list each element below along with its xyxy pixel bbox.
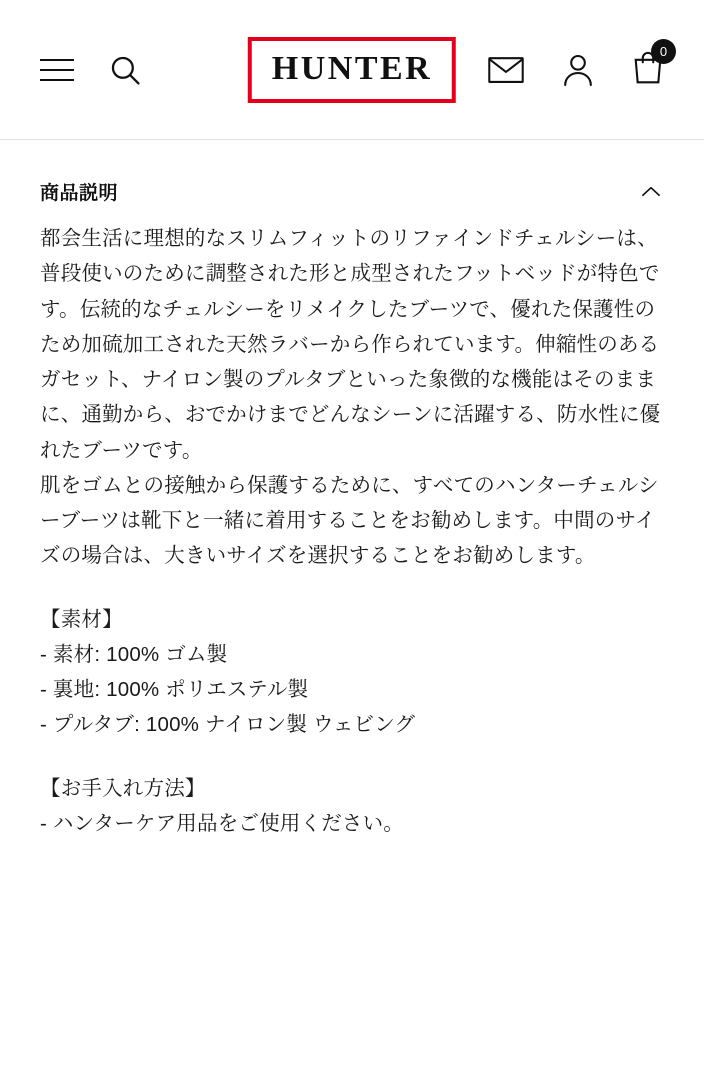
care-heading: 【お手入れ方法】	[40, 776, 206, 800]
site-logo[interactable]	[248, 37, 456, 103]
site-header	[0, 0, 704, 140]
material-item: - 素材: 100% ゴム製	[40, 642, 228, 666]
spacer	[40, 743, 664, 771]
cart-count-badge: 0	[651, 39, 676, 64]
accordion-header-product-description[interactable]	[40, 140, 664, 221]
header-right-group	[488, 44, 668, 89]
account-person-icon	[562, 53, 594, 87]
accordion-body	[40, 221, 664, 841]
hamburger-menu-icon	[40, 59, 74, 81]
search-icon	[108, 53, 142, 87]
care-item: - ハンターケア用品をご使用ください。	[40, 811, 405, 835]
mail-icon	[488, 55, 524, 85]
header-left-group	[40, 53, 142, 87]
search-button[interactable]	[108, 53, 142, 87]
mail-button[interactable]	[488, 55, 524, 85]
account-button[interactable]	[562, 53, 594, 87]
cart-button[interactable]	[632, 44, 668, 89]
material-heading: 【素材】	[40, 607, 123, 631]
material-item: - 裏地: 100% ポリエステル製	[40, 678, 309, 701]
description-paragraph-2: 肌をゴムとの接触から保護するために、すべてのハンターチェルシーブーツは靴下と一緒に着用することをお勧めします。中間のサイズの場合は、大きいサイズを選択することをお勧めします。	[40, 473, 659, 568]
spacer	[40, 574, 664, 602]
product-description-section	[0, 140, 704, 841]
description-paragraph-1: 都会生活に理想的なスリムフィットのリファインドチェルシーは、普段使いのために調整された形と成型されたフットベッドが特色です。伝統的なチェルシーをリメイクしたブーツで、優れた保護性のため加硫加工された天然ラバーから作られています。伸縮性のあるガセット、ナイロン製のプルタブといった象徴的な機能はそのままに、通勤から、おでかけまでどんなシーンに活躍する、防水性に優れたブーツです。	[40, 227, 661, 462]
chevron-up-icon[interactable]	[638, 179, 664, 205]
hamburger-menu-button[interactable]	[40, 59, 74, 81]
material-item: - プルタブ: 100% ナイロン製 ウェビング	[40, 713, 416, 737]
accordion-title: 商品説明	[40, 183, 119, 204]
site-logo-text: HUNTER	[271, 49, 433, 87]
